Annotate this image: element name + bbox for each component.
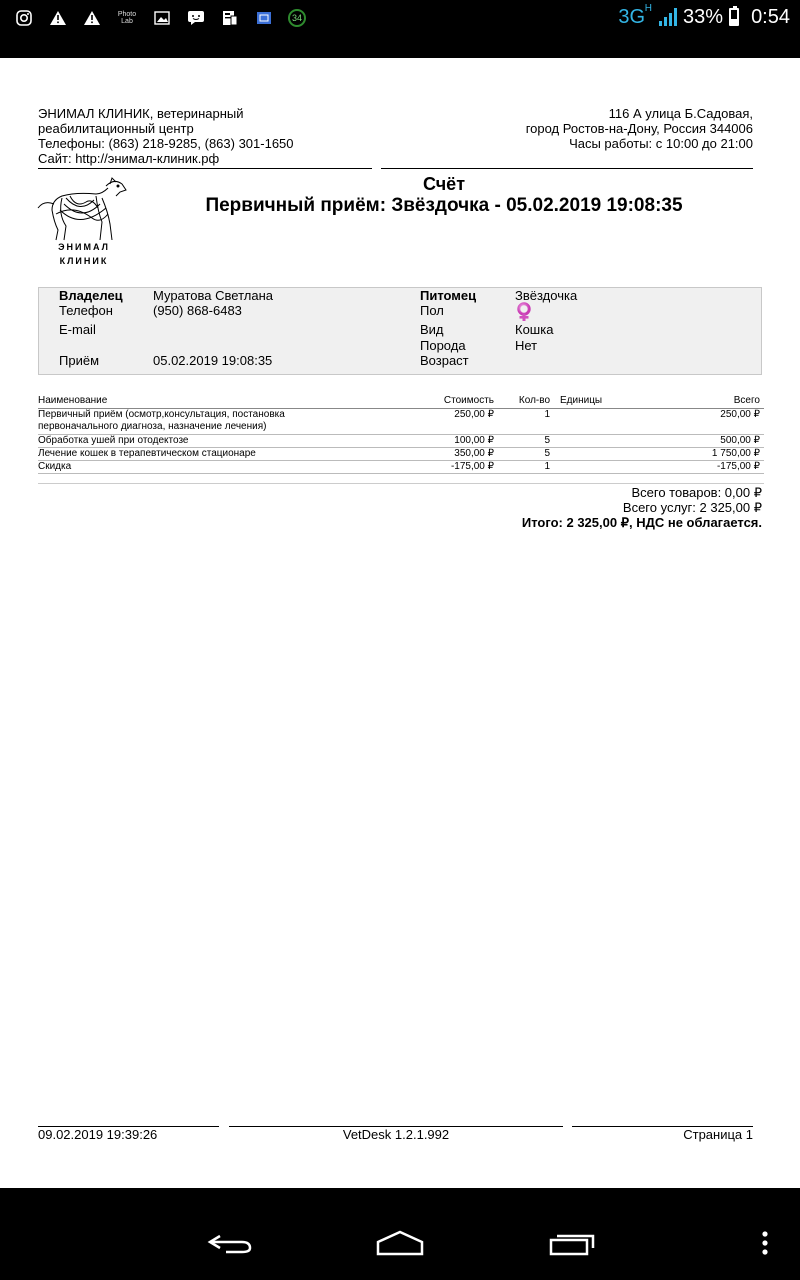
header-divider-left	[38, 168, 372, 169]
col-qty-header: Кол-во	[518, 395, 550, 406]
row-name-line2: первоначального диагноза, назначение лечения)	[38, 421, 267, 432]
pet-label: Питомец	[420, 288, 477, 303]
total-goods: Всего товаров: 0,00 ₽	[631, 485, 762, 500]
sex-label: Пол	[420, 303, 444, 318]
warning-icon	[48, 9, 68, 27]
clinic-site: Сайт: http://энимал-клиник.рф	[38, 151, 220, 166]
working-hours: Часы работы: с 10:00 до 21:00	[569, 136, 753, 151]
visit-value: 05.02.2019 19:08:35	[153, 353, 273, 368]
phone-value: (950) 868-6483	[153, 303, 242, 318]
navigation-bar	[0, 1188, 800, 1280]
clock: 0:54	[751, 5, 790, 28]
status-bar	[0, 0, 800, 58]
invoice-page	[0, 58, 800, 1188]
row-cost: 350,00 ₽	[454, 448, 494, 459]
instagram-icon	[14, 9, 34, 27]
row-qty: 1	[544, 409, 550, 420]
row-total: 250,00 ₽	[720, 409, 760, 420]
clinic-phones: Телефоны: (863) 218-9285, (863) 301-1650	[38, 136, 294, 151]
footer-date: 09.02.2019 19:39:26	[38, 1127, 158, 1142]
species-value: Кошка	[515, 322, 554, 337]
pet-value: Звёздочка	[515, 288, 578, 303]
table-header	[38, 395, 764, 409]
battery-icon	[729, 8, 739, 26]
row-qty: 5	[544, 448, 550, 459]
warning-icon	[82, 9, 102, 27]
col-unit-header: Единицы	[560, 395, 603, 406]
row-qty: 1	[544, 461, 550, 472]
network-type: 3G H	[618, 2, 653, 28]
table-row	[38, 409, 764, 435]
owner-value: Муратова Светлана	[153, 288, 273, 303]
signal-icon	[659, 8, 677, 26]
address-line1: 116 А улица Б.Садовая,	[608, 106, 753, 121]
col-name-header: Наименование	[38, 395, 108, 406]
photo-lab-icon: Photo Lab	[117, 11, 137, 25]
row-total: 1 750,00 ₽	[711, 448, 760, 459]
grand-total: Итого: 2 325,00 ₽, НДС не облагается.	[521, 515, 762, 530]
back-icon[interactable]	[205, 1228, 255, 1258]
notes-icon	[220, 9, 240, 27]
visit-label: Приём	[59, 353, 100, 368]
invoice-subtitle: Первичный приём: Звёздочка - 05.02.2019 19:08:35	[205, 195, 683, 216]
email-label: E-mail	[59, 322, 96, 337]
total-services: Всего услуг: 2 325,00 ₽	[622, 500, 762, 515]
logo-text	[38, 240, 130, 268]
owner-pet-info	[38, 287, 762, 375]
clinic-subtitle: реабилитационный центр	[38, 121, 194, 136]
phone-label: Телефон	[59, 303, 113, 318]
clinic-address	[453, 106, 753, 151]
col-cost-header: Стоимость	[443, 395, 494, 406]
owner-label: Владелец	[59, 288, 123, 303]
row-name: Обработка ушей при отодектозе	[38, 435, 189, 446]
col-total-header: Всего	[733, 395, 760, 406]
battery-percent: 33%	[683, 5, 724, 28]
row-name-line1: Первичный приём (осмотр,консультация, постановка	[38, 409, 285, 420]
row-total: -175,00 ₽	[716, 461, 760, 472]
menu-dots-icon[interactable]	[740, 1228, 790, 1258]
table-row	[38, 448, 764, 461]
gallery-icon	[152, 9, 172, 27]
row-total: 500,00 ₽	[720, 435, 760, 446]
totals-divider	[38, 483, 764, 484]
services-table	[38, 395, 764, 474]
row-cost: 100,00 ₽	[454, 435, 494, 446]
footer-app: VetDesk 1.2.1.992	[342, 1127, 450, 1142]
invoice-title: Счёт	[422, 174, 466, 194]
clinic-name: ЭНИМАЛ КЛИНИК, ветеринарный	[38, 106, 244, 121]
system-status	[618, 4, 790, 30]
row-qty: 5	[544, 435, 550, 446]
app-icon	[254, 9, 274, 27]
logo-line2: КЛИНИК	[59, 256, 109, 266]
table-row	[38, 435, 764, 448]
notification-icons	[14, 8, 306, 28]
row-cost: 250,00 ₽	[454, 409, 494, 420]
age-label: Возраст	[420, 353, 469, 368]
header-divider-right	[381, 168, 753, 169]
badge-34-icon: 34	[288, 9, 306, 27]
row-name: Скидка	[38, 461, 72, 472]
home-icon[interactable]	[375, 1228, 425, 1258]
clinic-info	[38, 106, 372, 166]
species-label: Вид	[420, 322, 444, 337]
row-name: Лечение кошек в терапевтическом стационаре	[38, 448, 256, 459]
row-name	[38, 409, 428, 433]
row-cost: -175,00 ₽	[450, 461, 494, 472]
totals	[522, 485, 762, 530]
table-row	[38, 461, 764, 474]
footer-page: Страница 1	[683, 1127, 753, 1142]
recent-apps-icon[interactable]	[547, 1228, 597, 1258]
address-line2: город Ростов-на-Дону, Россия 344006	[525, 121, 753, 136]
breed-value: Нет	[515, 338, 538, 353]
messenger-icon	[186, 9, 206, 27]
breed-label: Порода	[420, 338, 466, 353]
logo-line1: ЭНИМАЛ	[58, 242, 110, 252]
